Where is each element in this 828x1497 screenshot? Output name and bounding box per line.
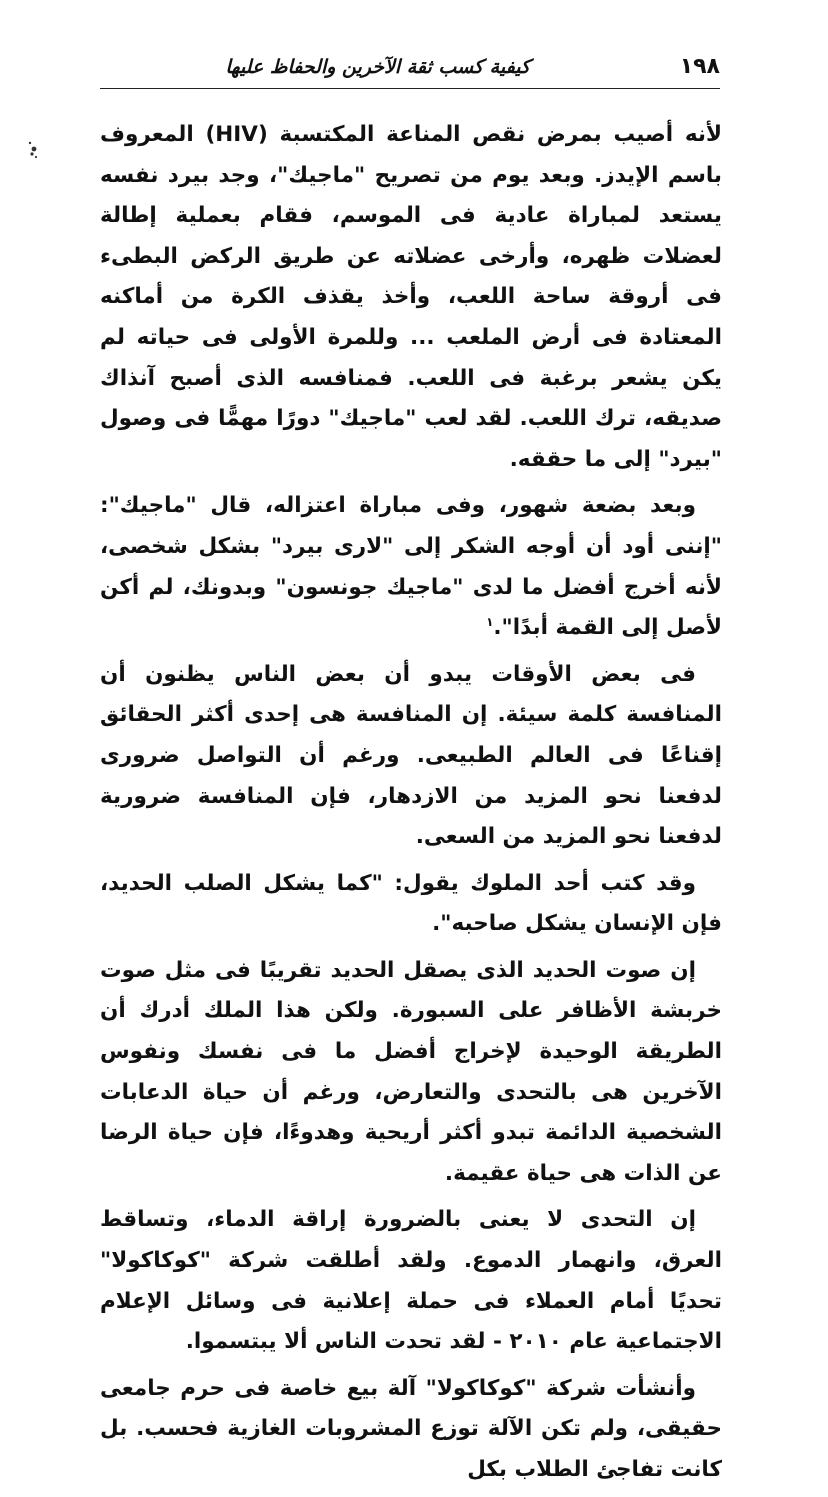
body-text xyxy=(100,115,722,1497)
paragraph: وقد كتب أحد الملوك يقول: "كما يشكل الصلب الحديد، فإن الإنسان يشكل صاحبه". xyxy=(100,870,722,937)
paragraph: إن التحدى لا يعنى بالضرورة إراقة الدماء، وتساقط العرق، وانهمار الدموع. ولقد أطلقت شركة "كوكاكولا" تحديًا أمام العملاء فى حملة إعلانية فى وسائل الإعلام الاجتماعية عام ٢٠١٠ - لقد تحدت الناس ألا يبتسموا. xyxy=(100,1207,722,1355)
paragraph: لأنه أصيب بمرض نقص المناعة المكتسبة (HIV) المعروف باسم الإيدز. وبعد يوم من تصريح "ماجيك"، وجد بيرد نفسه يستعد لمباراة عادية فى الموسم، فقام بعملية إطالة لعضلات ظهره، وأرخى عضلاته عن طريق الركض البطىء فى أروقة ساحة اللعب، وأخذ يقذف الكرة من أماكنه المعتادة فى أرض الملعب ... وللمرة الأولى فى حياته لم يكن يشعر برغبة فى اللعب. فمنافسه الذى أصبح آنذاك صديقه، ترك اللعب. لقد لعب "ماجيك" دورًا مهمًّا فى وصول "بيرد" إلى ما حققه. xyxy=(100,122,722,472)
header-rule xyxy=(100,88,720,89)
page-number: ١٩٨ xyxy=(679,54,720,79)
paragraph: إن صوت الحديد الذى يصقل الحديد تقريبًا فى مثل صوت خربشة الأظافر على السبورة. ولكن هذا الملك أدرك أن الطريقة الوحيدة لإخراج أفضل ما فى نفسك ونفوس الآخرين هى بالتحدى والتعارض، ورغم أن حياة الدعابات الشخصية الدائمة تبدو أكثر أريحية وهدوءًا، فإن حياة الرضا عن الذات هى حياة عقيمة. xyxy=(100,957,722,1186)
running-title: كيفية كسب ثقة الآخرين والحفاظ عليها xyxy=(225,56,530,78)
page-header xyxy=(100,52,720,92)
paragraph: وبعد بضعة شهور، وفى مباراة اعتزاله، قال "ماجيك": "إننى أود أن أوجه الشكر إلى "لارى بيرد" بشكل شخصى، لأنه أخرج أفضل ما لدى "ماجيك جونسون" وبدونك، لم أكن لأصل إلى القمة أبدًا".$^١$ xyxy=(100,493,722,641)
scan-speck-mark xyxy=(26,140,40,162)
footnote-marker: ١ xyxy=(486,614,494,629)
paragraph: فى بعض الأوقات يبدو أن بعض الناس يظنون أن المنافسة كلمة سيئة. إن المنافسة هى إحدى أكثر الحقائق إقناعًا فى العالم الطبيعى. ورغم أن التواصل ضرورى لدفعنا نحو المزيد من الازدهار، فإن المنافسة ضرورية لدفعنا نحو المزيد من السعى. xyxy=(100,661,722,850)
paragraph: وأنشأت شركة "كوكاكولا" آلة بيع خاصة فى حرم جامعى حقيقى، ولم تكن الآلة توزع المشروبات الغازية فحسب. بل كانت تفاجئ الطلاب بكل xyxy=(100,1375,722,1482)
